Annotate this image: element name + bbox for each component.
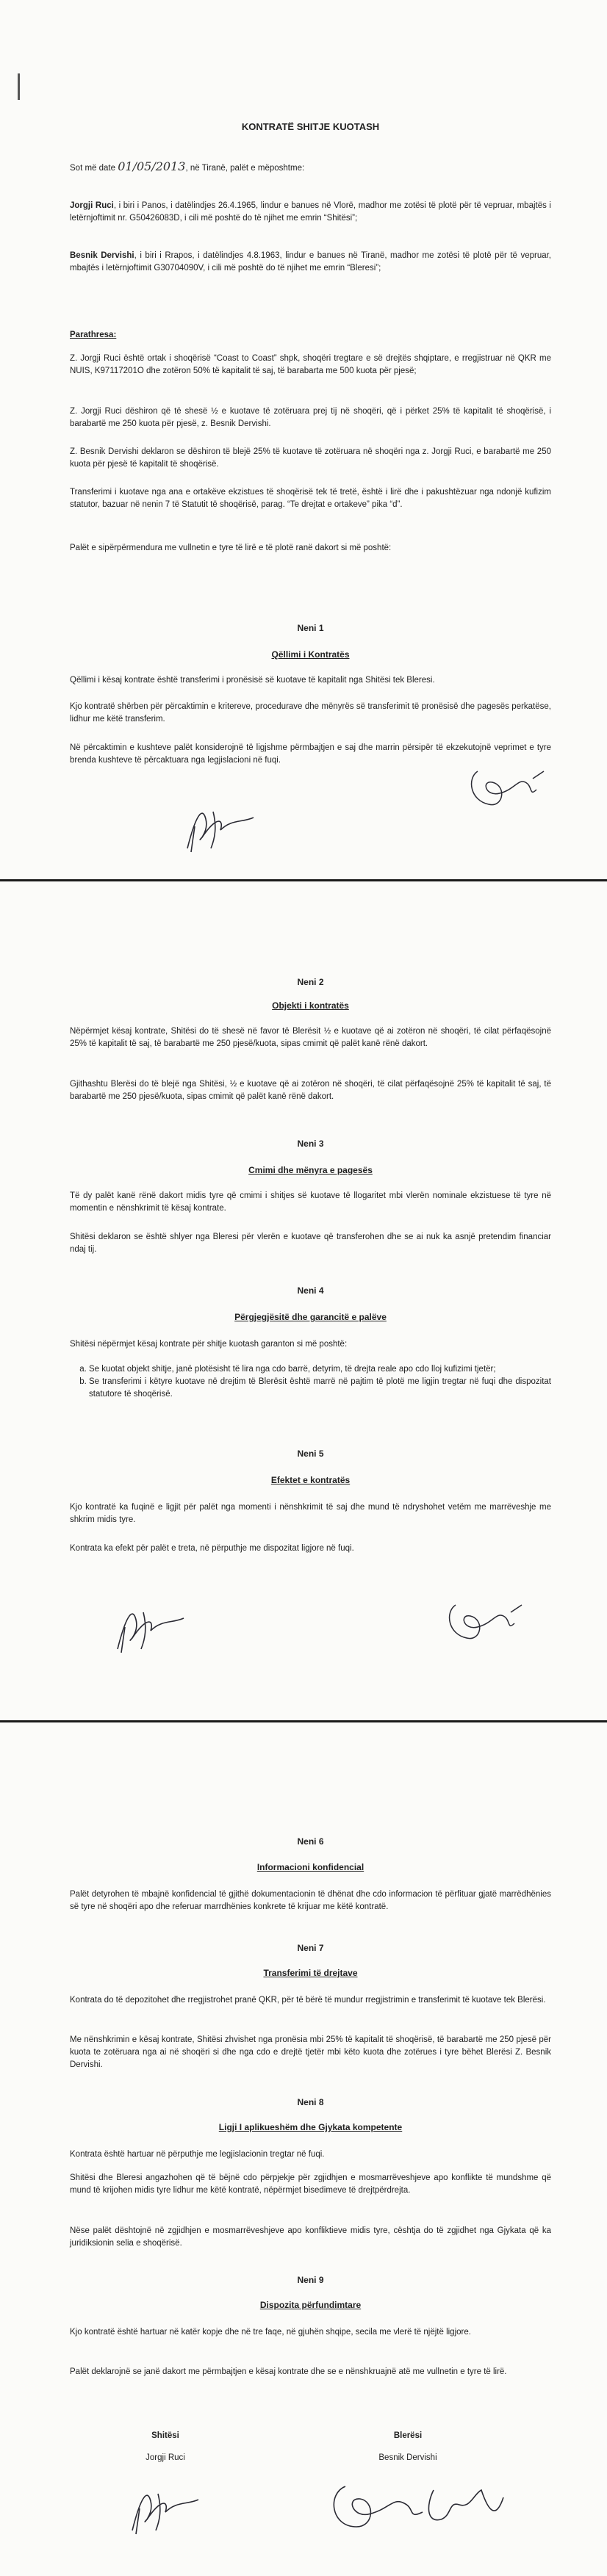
buyer-label: Blerësi [393, 2431, 423, 2440]
scan-edge-mark [18, 73, 20, 100]
party-buyer-name: Besnik Dervishi [70, 251, 134, 260]
preamble-paragraph-5: Palët e sipërpërmendura me vullnetin e tyre të lirë e të plotë ranë dakort si më poshtë: [70, 544, 392, 552]
article-7-number: Neni 7 [297, 1943, 324, 1953]
article-3-number: Neni 3 [297, 1139, 324, 1149]
guarantee-item-b: b. Se transferimi i këtyre kuotave në drejtim të Blerësit është marrë në pajtim të plotë me ligjin tregtar në fuqi dhe dispozitat statutore të shoqërisë. [89, 1376, 551, 1401]
article-2-number: Neni 2 [297, 977, 324, 987]
article-9-paragraph-2: Palët deklarojnë se janë dakort me përmbajtjen e kësaj kontrate dhe se e nënshkruajnë atë me vullnetin e tyre të lirë. [70, 2367, 507, 2376]
article-8-paragraph-3: Nëse palët dështojnë në zgjidhjen e mosmarrëveshjeve apo konfliktieve midis tyre, cështja do të zgjidhet nga Gjykata që ka juridiksionin selia e shoqërisë. [70, 2226, 551, 2248]
article-5-number: Neni 5 [297, 1448, 324, 1459]
preamble-paragraph-4: Transferimi i kuotave nga ana e ortakëve ekzistues të shoqërisë tek të tretë, është i lirë dhe i pakushtëzuar nga ndonjë kufizim statutor, bazuar në nenin 7 të Statutit të shoqërisë, parag. “Te drejtat e ortakeve” pika “d”. [70, 488, 551, 509]
contract-title: KONTRATË SHITJE KUOTASH [241, 121, 380, 132]
article-4-number: Neni 4 [297, 1285, 324, 1296]
article-4-list [70, 1363, 551, 1401]
article-8-paragraph-1: Kontrata është hartuar në përputhje me legjislacionin tregtar në fuqi. [70, 2150, 325, 2159]
article-6-paragraph-1: Palët detyrohen të mbajnë konfidencial të gjithë dokumentacionin të dhënat dhe cdo informacion të përfituar gjatë marrëdhënies së tyre në shoqëri apo dhe referuar marrdhënies konkrete të krijuar me këtë kontratë. [70, 1890, 551, 1911]
article-8-number: Neni 8 [297, 2097, 324, 2107]
handwritten-date: 01/05/2013 [118, 159, 186, 173]
article-1-heading: Qëllimi i Kontratës [271, 649, 350, 660]
article-6-heading: Informacioni konfidencial [256, 1862, 364, 1872]
article-9-paragraph-1: Kjo kontratë është hartuar në katër kopje dhe në tre faqe, në gjuhën shqipe, secila me vlerë të njëjtë ligjore. [70, 2328, 471, 2337]
article-3-paragraph-2: Shitësi deklaron se është shlyer nga Bleresi për vlerën e kuotave që transferohen dhe se ai nuk ka asnjë pretendim financiar ndaj tij. [70, 1233, 551, 1254]
buyer-signature-page-1 [463, 757, 551, 815]
article-4-guarantees-list [70, 1363, 551, 1401]
seller-signature-page-2 [103, 1598, 198, 1656]
article-3-heading: Cmimi dhe mënyra e pagesës [248, 1165, 373, 1175]
article-1-paragraph-2: Kjo kontratë shërben për përcaktimin e kritereve, procedurave dhe mënyrës së transferimit të pronësisë dhe pagesës perkatëse, lidhur me këtë transferim. [70, 702, 551, 724]
preamble-paragraph-1: Z. Jorgji Ruci është ortak i shoqërisë “Coast to Coast” shpk, shoqëri tregtare e së drejtës shqiptare, e rregjistruar në QKR me NUIS, K97117201O dhe zotëron 50% të kapitalit të saj, të barabarta me 500 kuota për pjesë; [70, 354, 551, 375]
article-2-paragraph-1: Nëpërmjet kësaj kontrate, Shitësi do të shesë në favor të Blerësit ½ e kuotave që ai zotëron në shoqëri, të cilat përfaqësojnë 25% të kapitalit të saj, të barabartë me 250 pjesë/kuota, sipas cmimit që palët kanë rënë dakort. [70, 1027, 551, 1048]
article-4-paragraph-1: Shitësi nëpërmjet kësaj kontrate për shitje kuotash garanton si më poshtë: [70, 1340, 348, 1349]
article-9-heading: Dispozita përfundimtare [259, 2300, 362, 2310]
preamble-paragraph-2: Z. Jorgji Ruci dëshiron që të shesë ½ e kuotave të zotëruara prej tij në shoqëri, që i përket 25% të kapitalit të shoqërisë, i barabartë me 250 kuota për pjesë, z. Besnik Dervishi. [70, 407, 551, 428]
article-6-number: Neni 6 [297, 1836, 324, 1847]
party-seller-paragraph [70, 200, 551, 225]
contract-page-2 [0, 881, 607, 1722]
article-7-heading: Transferimi të drejtave [263, 1968, 358, 1978]
seller-name: Jorgji Ruci [146, 2453, 185, 2462]
buyer-signature-page-2 [441, 1590, 529, 1653]
article-7-paragraph-2: Me nënshkrimin e kësaj kontrate, Shitësi zhvishet nga pronësia mbi 25% të kapitalit të shoqërisë, të barabartë me 250 pjesë për kuota te zotëruara nga ai në shoqëri si dhe nga cdo e drejtë tjetër mbi këto kuota dhe zotërues i tyre bëhet Blerësi Z. Besnik Dervishi. [70, 2035, 551, 2069]
article-8-paragraph-2: Shitësi dhe Bleresi angazhohen që të bëjnë cdo përpjekje për zgjidhjen e mosmarrëveshjeve apo konflikte të mundshme që mund të krijohen midis tyre lidhur me këtë kontratë, nëpërmjet bisedimeve të drejtpërdrejta. [70, 2173, 551, 2195]
article-2-heading: Objekti i kontratës [272, 1000, 349, 1011]
seller-signature-final [118, 2479, 213, 2538]
buyer-name: Besnik Dervishi [378, 2453, 437, 2462]
article-5-paragraph-1: Kjo kontratë ka fuqinë e ligjit për palët nga momenti i nënshkrimit të saj dhe mund të ndryshohet vetëm me marrëveshje me shkrim midis tyre. [70, 1503, 551, 1524]
article-5-paragraph-2: Kontrata ka efekt për palët e treta, në përputhje me dispozitat ligjore në fuqi. [70, 1544, 354, 1553]
date-line [70, 160, 551, 175]
party-seller-details: , i biri i Panos, i datëlindjes 26.4.1965, lindur e banues në Vlorë, madhor me zotësi të plotë për të vepruar, mbajtës i letërnjoftimit nr. G50426083D, i cili më poshtë do të njihet me emrin “Shitësi”; [70, 201, 551, 223]
date-prefix: Sot më date [70, 164, 116, 173]
article-4-heading: Përgjegjësitë dhe garancitë e palëve [234, 1312, 387, 1322]
buyer-signature-final [323, 2468, 514, 2541]
date-suffix: , në Tiranë, palët e mëposhtme: [185, 164, 305, 173]
contract-page-1 [0, 0, 607, 881]
party-buyer-details: , i biri i Rrapos, i datëlindjes 4.8.1963, lindur e banues në Tiranë, madhor me zotësi të plotë për të vepruar, mbajtës i letërnjoftimit G30704090V, i cili më poshtë do të njihet me emrin “Bleresi”; [70, 251, 551, 273]
article-9-number: Neni 9 [297, 2275, 324, 2285]
seller-signature-page-1 [173, 797, 268, 856]
party-buyer-paragraph [70, 250, 551, 275]
article-1-number: Neni 1 [297, 623, 324, 633]
seller-label: Shitësi [151, 2431, 179, 2440]
article-8-heading: Ligji I aplikueshëm dhe Gjykata kompetente [218, 2122, 403, 2132]
preamble-paragraph-3: Z. Besnik Dervishi deklaron se dëshiron të blejë 25% të kuotave të zotëruara në shoqëri nga z. Jorgji Ruci, e barabartë me 250 kuota për pjesë të kapitalit të shoqërisë. [70, 447, 551, 469]
article-3-paragraph-1: Të dy palët kanë rënë dakort midis tyre që cmimi i shitjes së kuotave të llogaritet mbi vlerën nominale ekzistuese të tyre në momentin e nënshkrimit të kësaj kontrate. [70, 1191, 551, 1213]
guarantee-item-a: a. Se kuotat objekt shitje, janë plotësisht të lira nga cdo barrë, detyrim, të drejta reale apo cdo lloj kufizimi tjetër; [89, 1363, 551, 1376]
article-1-paragraph-3: Në përcaktimin e kushteve palët konsiderojnë të ligjshme përmbajtjen e saj dhe marrin përsipër të ekzekutojnë veprimet e tyre brenda kushteve të përcaktuara nga legjislacioni në fuqi. [70, 743, 551, 765]
article-7-paragraph-1: Kontrata do të depozitohet dhe rregjistrohet pranë QKR, për të bërë të mundur rregjistrimin e transferimit të kuotave tek Blerësi. [70, 1996, 546, 2005]
party-seller-name: Jorgji Ruci [70, 201, 114, 210]
contract-page-3 [0, 1722, 607, 2576]
article-1-paragraph-1: Qëllimi i kësaj kontrate është transferimi i pronësisë së kuotave të kapitalit nga Shitësi tek Bleresi. [70, 676, 435, 685]
preamble-label: Parathresa: [70, 331, 117, 339]
article-5-heading: Efektet e kontratës [270, 1475, 351, 1485]
article-2-paragraph-2: Gjithashtu Blerësi do të blejë nga Shitësi, ½ e kuotave që ai zotëron në shoqëri, të cilat përfaqësojnë 25% të kapitalit të saj, të barabartë me 250 pjesë/kuota, sipas cmimit që palët kanë rënë dakort. [70, 1080, 551, 1101]
